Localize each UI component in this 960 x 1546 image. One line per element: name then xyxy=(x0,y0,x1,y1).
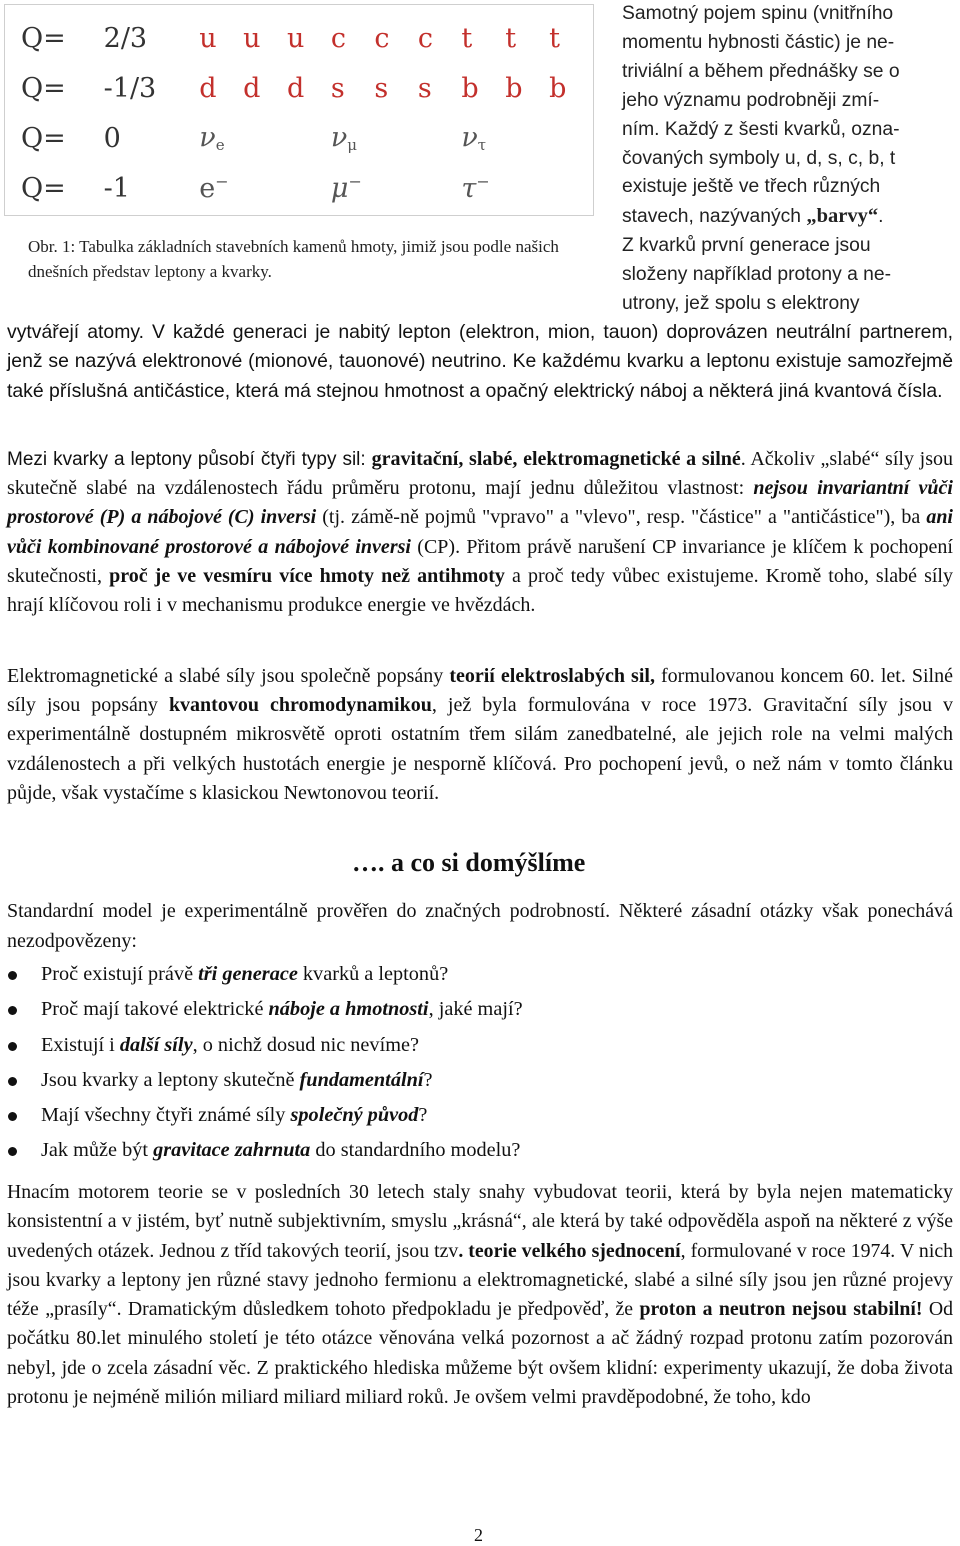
list-item xyxy=(0,1028,960,1063)
paragraph-forces xyxy=(7,445,953,620)
text-line: Z kvarků první generace jsou xyxy=(622,235,871,257)
text-line: jeho významu podrobněji zmí- xyxy=(622,89,880,111)
quark-c: c xyxy=(417,22,433,54)
text-span: kvarků a leptonů? xyxy=(297,963,449,985)
electron-neutrino xyxy=(199,113,331,163)
table-row xyxy=(5,163,593,213)
list-item xyxy=(0,992,960,1027)
emphasis-forces: gravitační, slabé, elektromagnetické a silné xyxy=(371,448,741,470)
nu-subscript: e xyxy=(215,136,225,154)
text-span: a proč tedy vůbec existujeme. Kromě toho, slabé síly hrají klíčovou roli i v mechanismu produkce energie ve hvězdách. xyxy=(7,564,953,617)
text-span: Mají všechny čtyři známé síly xyxy=(41,1104,291,1127)
nu-subscript: τ xyxy=(477,136,487,154)
lepton-symbol: τ xyxy=(461,173,477,204)
tauon xyxy=(461,163,593,213)
charge-label: Q= xyxy=(21,72,66,104)
electron xyxy=(199,163,331,213)
quark-c: c xyxy=(374,22,390,54)
charge-value: -1 xyxy=(103,172,130,204)
nu-subscript: μ xyxy=(347,136,358,154)
particle-table xyxy=(5,13,593,213)
muon-neutrino xyxy=(331,113,462,163)
paragraph-theories xyxy=(7,662,953,808)
emphasis-barvy: „barvy“ xyxy=(806,205,879,228)
charge-superscript: − xyxy=(215,172,229,191)
quark-s: s xyxy=(417,72,432,104)
quark-t: t xyxy=(505,22,517,54)
quark-b: b xyxy=(505,72,523,104)
text-span: , o nichž dosud nic nevíme? xyxy=(192,1033,419,1056)
charge-label: Q= xyxy=(21,22,66,54)
list-item xyxy=(0,957,960,992)
nu-symbol: ν xyxy=(330,122,348,153)
quark-d: d xyxy=(199,72,217,104)
emphasis: náboje a hmotnosti xyxy=(268,998,429,1021)
list-item xyxy=(0,1133,960,1168)
text-line: utrony, jež spolu s elektrony xyxy=(622,293,860,315)
charge-label: Q= xyxy=(21,172,66,204)
text-line: složeny například protony a ne- xyxy=(622,264,892,286)
lepton-symbol: μ xyxy=(330,173,349,204)
charge-superscript: − xyxy=(476,172,490,191)
emphasis-gut: . teorie velkého sjednocení xyxy=(458,1239,681,1262)
muon xyxy=(331,163,462,213)
text-span: Existují i xyxy=(41,1033,120,1056)
question-list xyxy=(0,957,960,1169)
text-line: ním. Každý z šesti kvarků, ozna- xyxy=(622,118,900,140)
emphasis: další síly xyxy=(119,1033,193,1056)
text-span: (CP). Přitom právě narušení CP invariance je klíčem k pochopení skutečnosti, xyxy=(7,535,953,587)
emphasis-matter: proč je ve vesmíru více hmoty než antihmoty xyxy=(109,564,505,587)
text-span: Proč existují právě xyxy=(41,963,199,985)
list-item xyxy=(0,1098,960,1133)
charge-value: -1/3 xyxy=(103,72,157,104)
text-line xyxy=(622,202,956,232)
quark-s: s xyxy=(374,72,389,104)
text-span: . xyxy=(878,206,884,228)
text-span: , jaké mají? xyxy=(428,998,523,1021)
table-row xyxy=(5,113,593,163)
particle-table-figure xyxy=(4,4,594,216)
quark-b: b xyxy=(461,72,479,104)
emphasis-proton: proton a neutron nejsou stabilní! xyxy=(639,1298,923,1321)
emphasis-electroweak: teorií elektroslabých sil, xyxy=(449,665,655,687)
text-span: Jsou kvarky a leptony skutečně xyxy=(41,1068,300,1091)
tau-neutrino xyxy=(461,113,593,163)
list-item xyxy=(0,1063,960,1098)
text-span: ? xyxy=(418,1104,428,1127)
emphasis-qcd: kvantovou chromodynamikou xyxy=(168,694,432,717)
quark-d: d xyxy=(287,72,305,104)
paragraph-generations: vytvářejí atomy. V každé generaci je nabitý lepton (elektron, mion, tauon) doprovázen neutrální partnerem, jenž se nazývá elektronové (mionové, tauonové) neutrino. Ke každému kvarku a leptonu existuje samozřejmě také příslušná antičástice, která má stejnou hmotnost a opačný elektrický náboj a některá jiná kvantová čísla. xyxy=(7,321,953,402)
text-line: Samotný pojem spinu (vnitřního xyxy=(622,3,894,24)
quark-d: d xyxy=(243,72,261,104)
text-line: momentu hybnosti částic) je ne- xyxy=(622,31,895,53)
text-span: Proč mají takové elektrické xyxy=(41,998,269,1021)
quark-c: c xyxy=(330,22,346,54)
text-span: Jak může být xyxy=(41,1139,154,1162)
quark-u: u xyxy=(287,22,305,54)
paragraph-gut xyxy=(7,1178,953,1412)
paragraph-open-questions: Standardní model je experimentálně prověřen do značných podrobností. Některé zásadní otázky však ponechává nezodpovězeny: xyxy=(7,900,953,952)
quark-s: s xyxy=(330,72,345,104)
quark-b: b xyxy=(549,72,567,104)
quark-t: t xyxy=(549,22,560,54)
section-title: …. a co si domýšlíme xyxy=(352,848,586,877)
text-span: , formulované v roce 1974. V nich jsou kvarky a leptony jen různé stavy jednoho fermionu a elektromagnetické, slabé a silné síly jsou jen různé projevy téže „prasíly“. Dramatickým důsledkem tohoto předpokladu je předpověď, že xyxy=(7,1239,953,1321)
text-span: formulovanou koncem 60. let. Silné síly jsou popsány xyxy=(7,665,953,717)
page-number: 2 xyxy=(474,1525,483,1545)
figure-caption: Obr. 1: Tabulka základních stavebních kamenů hmoty, jimiž jsou podle našich dnešních představ leptony a kvarky. xyxy=(28,237,559,281)
text-span: ? xyxy=(423,1068,433,1091)
text-span: do standardního modelu? xyxy=(310,1139,521,1162)
charge-superscript: − xyxy=(348,172,362,191)
quark-t: t xyxy=(461,22,473,54)
nu-symbol: ν xyxy=(199,122,216,153)
text-span: stavech, nazývaných xyxy=(622,206,807,228)
text-span: . Ačkoliv „slabé“ síly jsou skutečně slabé na vzdálenostech řádu průměru protonu, mají jednu důležitou vlastnost: xyxy=(7,448,953,500)
text-line: triviální a během přednášky se o xyxy=(622,60,900,82)
table-row xyxy=(5,13,593,63)
text-span: , jež byla formulována v roce 1973. Gravitační síly jsou v experimentálně dostupném mikrosvětě oproti ostatním třem silám zanedbatelné, ale jejich role na velmi malých vzdálenostech a při velkých hustotách energie je nesporně klíčová. Pro pochopení jevů, o než nám v tomto článku půjde, však vystačíme s klasickou Newtonovou teorií. xyxy=(7,694,953,804)
text-span: Elektromagnetické a slabé síly jsou společně popsány xyxy=(7,665,450,687)
nu-symbol: ν xyxy=(461,122,478,153)
emphasis-invariance: nejsou invariantní vůči prostorové (P) a nábojové (C) inversi xyxy=(7,477,953,529)
quark-u: u xyxy=(199,22,217,54)
lepton-symbol: e xyxy=(199,173,216,204)
text-span: Mezi kvarky a leptony působí čtyři typy sil: xyxy=(7,449,372,470)
charge-value: 0 xyxy=(103,122,121,154)
emphasis: fundamentální xyxy=(299,1068,424,1091)
emphasis-cp: ani vůči kombinované prostorové a nábojové inversi xyxy=(7,506,953,558)
quark-u: u xyxy=(243,22,261,54)
side-column-text xyxy=(622,0,956,319)
charge-label: Q= xyxy=(21,122,66,154)
emphasis: gravitace zahrnuta xyxy=(153,1139,311,1162)
text-span: Od počátku 80.let minulého století je této otázce věnována velká pozornost a ač žádný rozpad protonu zatím pozorován nebyl, jde o zcela zásadní věc. Z praktického hlediska můžeme být ovšem klidní: experimenty ukazují, že doba života protonu je nejméně milión miliard miliard miliard roků. Je ovšem velmi pravděpodobné, že toho, kdo xyxy=(7,1298,954,1409)
emphasis: tři generace xyxy=(198,963,298,985)
text-line: existuje ještě ve třech různých xyxy=(622,176,881,198)
charge-value: 2/3 xyxy=(103,22,148,54)
text-span: (tj. zámě-ně pojmů "vpravo" a "vlevo", resp. "částice" a "antičástice"), ba xyxy=(316,506,927,529)
text-span: Hnacím motorem teorie se v posledních 30 letech staly snahy vybudovat teorii, která by byla nejen matematicky konsistentní a v jistém, byť nutně subjektivním, smyslu „krásná“, ale která by také odpověděla aspoň na některé z výše uvedených otázek. Jednou z tříd takových teorií, jsou tzv xyxy=(7,1181,953,1262)
emphasis: společný původ xyxy=(290,1104,419,1127)
text-line: čovaných symboly u, d, s, c, b, t xyxy=(622,147,896,169)
table-row xyxy=(5,63,593,113)
